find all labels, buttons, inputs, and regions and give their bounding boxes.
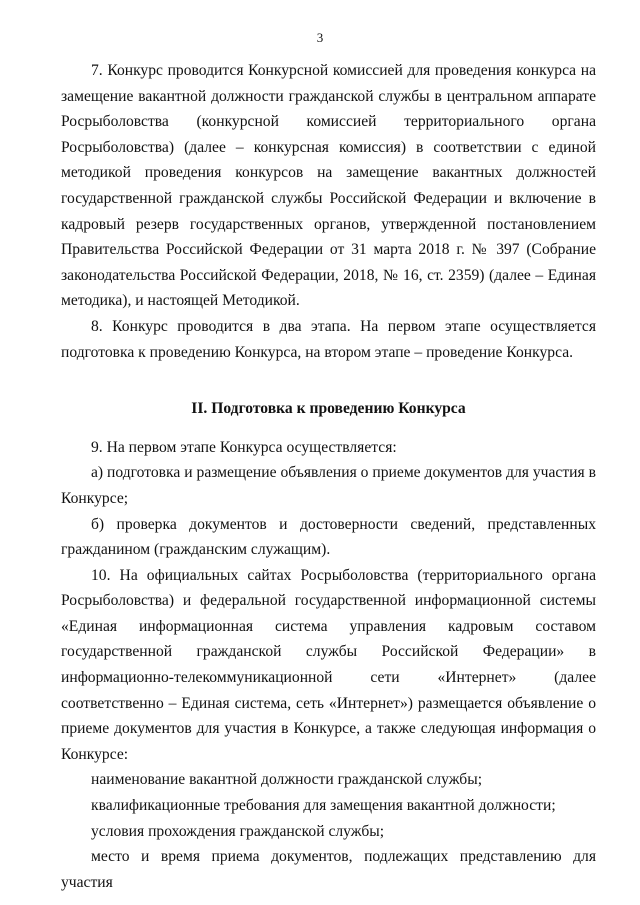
paragraph-9b: б) проверка документов и достоверности сведений, представленных гражданином (гражданским служащим). <box>61 515 596 559</box>
list-item: условия прохождения гражданской службы; <box>91 822 385 840</box>
list-item: наименование вакантной должности гражданской службы; <box>91 771 483 789</box>
page-number: 3 <box>316 30 324 45</box>
paragraph-10: 10. На официальных сайтах Росрыболовства (территориального органа Росрыболовства) и федеральной государственной информационной системы «Единая информационная система управления кадровым составом государственной гражданской службы Российской Федерации» в информационно-телекоммуникационной сети «Интернет» (далее соответственно – Единая система, сеть «Интернет») размещается объявление о приеме документов для участия в Конкурсе, а также следующая информация о Конкурсе: <box>61 566 596 763</box>
paragraph-9a: а) подготовка и размещение объявления о приеме документов для участия в Конкурсе; <box>61 464 596 507</box>
paragraph-9: 9. На первом этапе Конкурса осуществляется: <box>91 438 397 456</box>
section-heading: II. Подготовка к проведению Конкурса <box>191 400 466 418</box>
list-item-truncated: место и время приема документов, подлежащих представлению для участия <box>61 848 596 891</box>
paragraph-7: 7. Конкурс проводится Конкурсной комиссией для проведения конкурса на замещение вакантной должности гражданской службы в центральном аппарате Росрыболовства (конкурсной комиссией территориального органа Росрыболовства) (далее – конкурсная комиссия) в соответствии с единой методикой проведения конкурсов на замещение вакантных должностей государственной гражданской службы Российской Федерации и включение в кадровый резерв государственных органов, утвержденной постановлением Правительства Российской Федерации от 31 марта 2018 г. № 397 (Собрание законодательства Российской Федерации, 2018, № 16, ст. 2359) (далее – Единая методика), и настоящей Методикой. <box>61 62 596 310</box>
document-body <box>61 58 596 895</box>
list-item: квалификационные требования для замещения вакантной должности; <box>91 797 556 815</box>
paragraph-8: 8. Конкурс проводится в два этапа. На первом этапе осуществляется подготовка к проведению Конкурса, на втором этапе – проведение Конкурса. <box>61 317 596 361</box>
